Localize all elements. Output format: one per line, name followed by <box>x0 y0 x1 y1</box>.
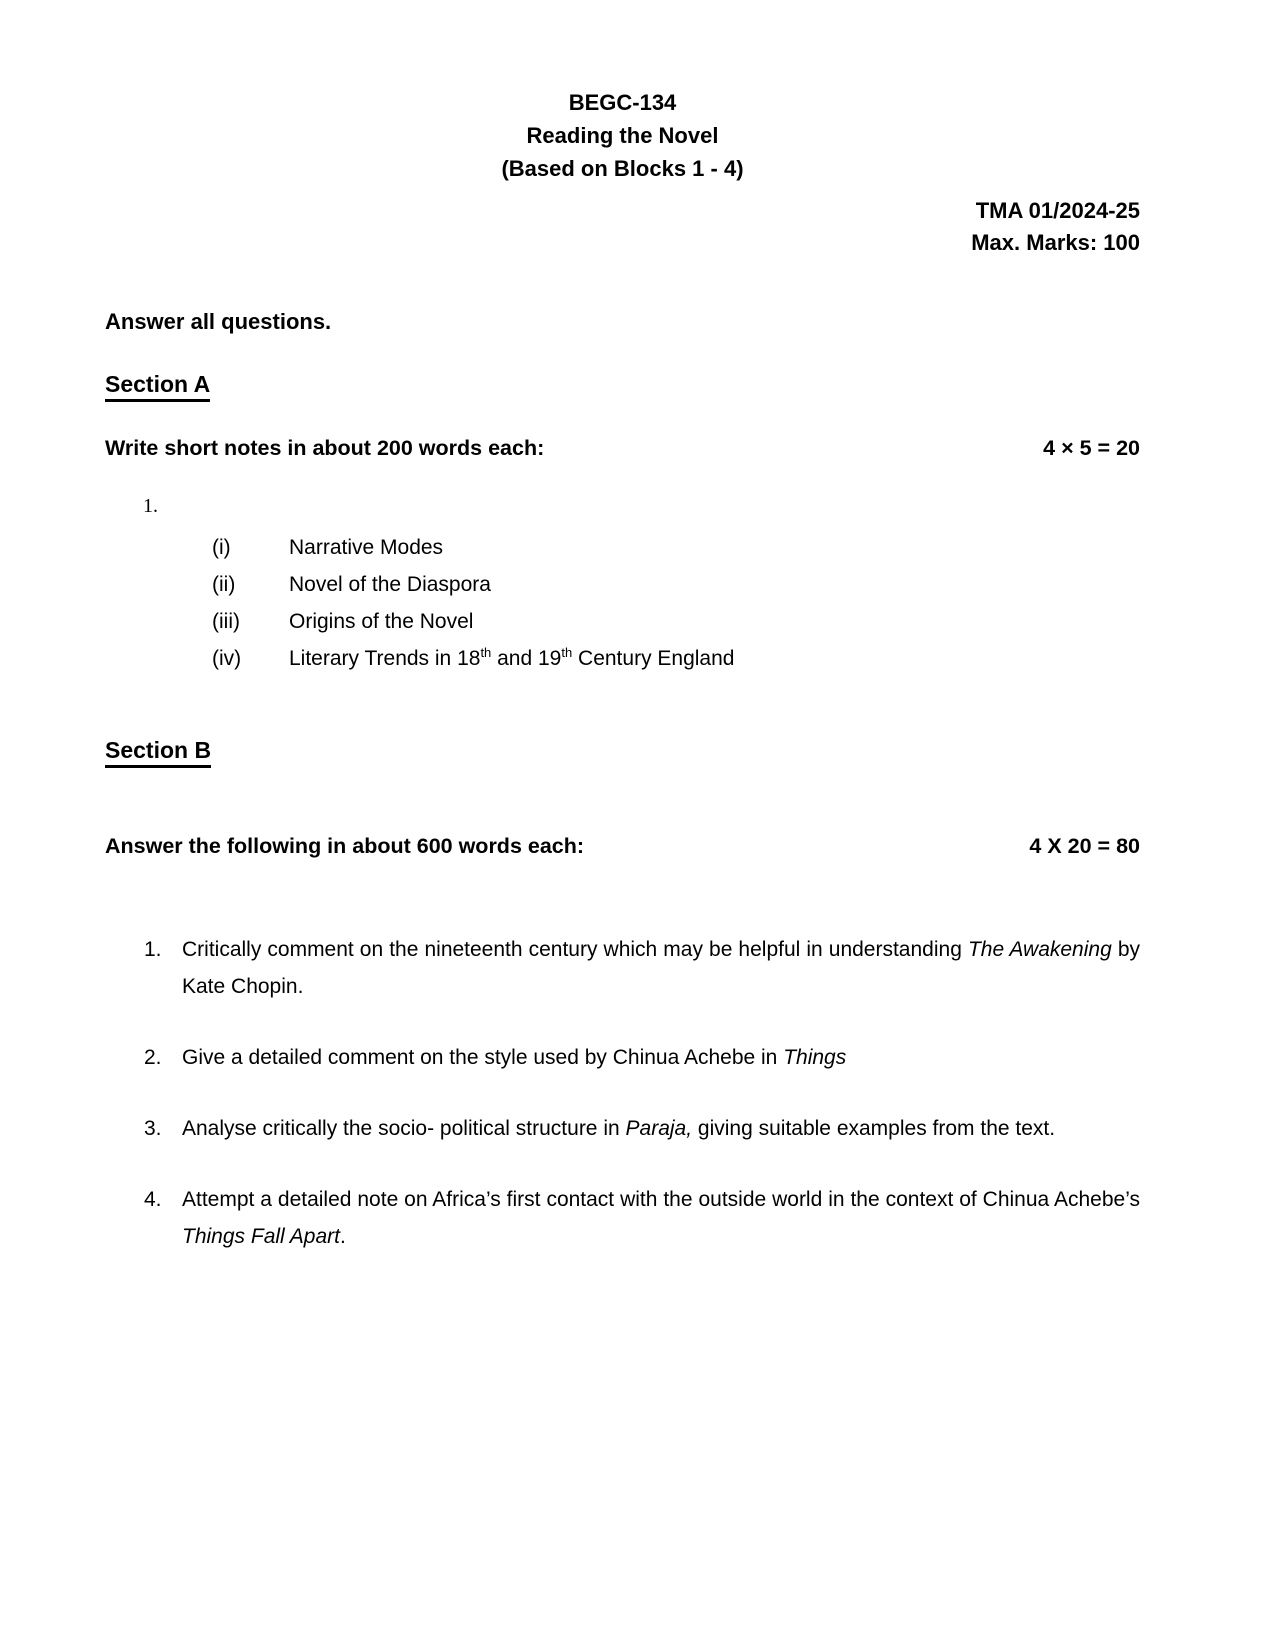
question-text-part: Give a detailed comment on the style used by Chinua Achebe in <box>182 1046 784 1069</box>
list-item <box>212 603 1140 640</box>
list-item <box>212 529 1140 566</box>
question-number: 3. <box>144 1117 162 1140</box>
tma-code: TMA 01/2024-25 <box>975 198 1140 223</box>
question-text <box>182 1039 1140 1076</box>
course-basis: (Based on Blocks 1 - 4) <box>501 156 744 181</box>
course-code: BEGC-134 <box>568 90 677 115</box>
section-a-instruction: Write short notes in about 200 words each: <box>105 436 545 460</box>
item-numeral: (ii) <box>212 573 236 596</box>
meta-block <box>105 195 1140 259</box>
section-b <box>105 737 1140 1255</box>
doc-header <box>105 86 1140 259</box>
item-text: Novel of the Diaspora <box>289 573 491 596</box>
question-text <box>182 931 1140 1005</box>
question-text-part: giving suitable examples from the text. <box>692 1117 1056 1140</box>
book-title: Things Fall Apart <box>182 1225 340 1248</box>
max-marks: Max. Marks: 100 <box>971 230 1140 255</box>
course-title: Reading the Novel <box>526 123 719 148</box>
short-notes-list <box>105 529 1140 677</box>
section-b-instruction: Answer the following in about 600 words each: <box>105 834 585 858</box>
item-text-part: Century England <box>572 647 735 670</box>
list-number: 1. <box>143 495 158 517</box>
questions-list <box>105 931 1140 1255</box>
section-b-instruction-row <box>105 834 1140 859</box>
ordinal-superscript: th <box>480 645 492 660</box>
item-text: Narrative Modes <box>289 536 444 559</box>
ordinal-superscript: th <box>561 645 573 660</box>
question-text <box>182 1181 1140 1255</box>
book-title: The Awakening <box>967 938 1112 961</box>
list-item <box>212 566 1140 603</box>
question-text-part: Analyse critically the socio- political structure in <box>182 1117 626 1140</box>
section-a-heading <box>105 371 1140 398</box>
title-block <box>105 86 1140 185</box>
section-a <box>105 371 1140 677</box>
question-item <box>144 931 1140 1005</box>
section-b-heading <box>105 737 1140 764</box>
list-item <box>212 640 1140 677</box>
section-b-marks: 4 X 20 = 80 <box>1029 834 1140 858</box>
question-text-part: by Kate Chopin. <box>182 938 1141 998</box>
item-numeral: (i) <box>212 536 231 559</box>
question-item <box>144 1039 1140 1076</box>
book-title: Things <box>783 1046 847 1069</box>
answer-all-instruction: Answer all questions. <box>105 309 332 334</box>
section-b-title: Section B <box>105 737 211 768</box>
question-number: 4. <box>144 1188 162 1211</box>
question-number: 2. <box>144 1046 162 1069</box>
item-text-part: Literary Trends in 18 <box>289 647 481 670</box>
item-text: Origins of the Novel <box>289 610 474 633</box>
item-numeral: (iii) <box>212 610 240 633</box>
item-numeral: (iv) <box>212 647 242 670</box>
question-item <box>144 1181 1140 1255</box>
section-a-marks: 4 × 5 = 20 <box>1043 436 1140 460</box>
question-text-part: Critically comment on the nineteenth century which may be helpful in understanding <box>182 938 968 961</box>
section-a-title: Section A <box>105 371 210 402</box>
question-number: 1. <box>144 938 162 961</box>
question-text <box>182 1110 1140 1147</box>
item-text <box>289 640 1140 677</box>
question-item <box>144 1110 1140 1147</box>
item-text-part: and 19 <box>491 647 562 670</box>
question-text-part: . <box>339 1225 346 1248</box>
question-text-part: Attempt a detailed note on Africa’s first contact with the outside world in the context of Chinua Achebe’s <box>182 1188 1140 1211</box>
book-title: Paraja, <box>625 1117 693 1140</box>
section-a-instruction-row <box>105 436 1140 461</box>
